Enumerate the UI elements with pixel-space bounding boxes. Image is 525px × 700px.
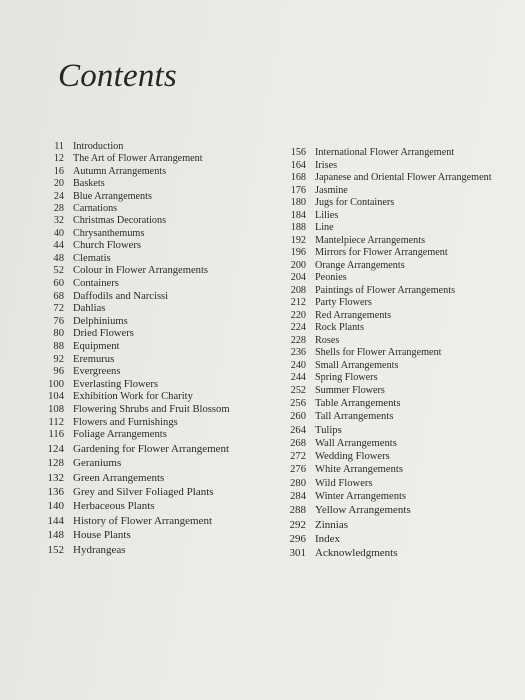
contents-entry <box>270 424 492 437</box>
page-number: 16 <box>53 165 64 177</box>
contents-entry <box>270 197 492 210</box>
entry-title: Orange Arrangements <box>315 259 405 271</box>
contents-entry <box>24 471 230 485</box>
page-number: 208 <box>290 284 306 296</box>
page-number: 92 <box>53 353 64 365</box>
page-number: 80 <box>53 328 64 340</box>
entry-title: International Flower Arrangement <box>315 147 455 158</box>
entry-title: Roses <box>315 334 340 346</box>
entry-title: Red Arrangements <box>315 309 392 321</box>
page-number: 132 <box>47 471 64 484</box>
page-number: 20 <box>53 178 64 190</box>
contents-entry <box>270 360 492 373</box>
contents-entry <box>270 235 492 248</box>
entry-title: White Arrangements <box>315 464 403 476</box>
contents-entry <box>270 532 492 546</box>
entry-title: Everlasting Flowers <box>73 378 159 390</box>
page-number: 128 <box>47 457 64 470</box>
page-number: 144 <box>47 514 64 527</box>
page-number: 176 <box>290 184 306 196</box>
page-number: 288 <box>289 504 306 517</box>
contents-entry <box>270 285 492 298</box>
entry-title: Small Arrangements <box>315 359 399 371</box>
page-number: 108 <box>48 403 64 415</box>
entry-title: House Plants <box>73 529 131 542</box>
page-number: 260 <box>290 411 306 423</box>
contents-entry <box>24 499 230 513</box>
entry-title: Baskets <box>73 178 105 190</box>
contents-entry <box>24 278 230 291</box>
page-number: 264 <box>290 424 306 436</box>
entry-title: Flowers and Furnishings <box>73 416 178 428</box>
entry-title: Wedding Flowers <box>315 451 390 463</box>
page-number: 44 <box>53 240 64 252</box>
entry-title: Winter Arrangements <box>315 491 407 503</box>
page-number: 196 <box>290 247 306 258</box>
page-number: 236 <box>290 347 306 358</box>
contents-entry <box>270 310 492 323</box>
entry-title: Spring Flowers <box>315 372 378 383</box>
entry-title: Wall Arrangements <box>315 437 397 449</box>
page-number: 252 <box>290 384 306 396</box>
page-number: 32 <box>53 215 64 227</box>
entry-title: Carnations <box>73 203 118 215</box>
contents-entry <box>24 429 230 442</box>
contents-entry <box>24 404 230 417</box>
contents-entry <box>270 185 492 198</box>
entry-title: Paintings of Flower Arrangements <box>315 284 456 296</box>
page-number: 164 <box>290 159 306 171</box>
page-number: 12 <box>53 153 64 165</box>
entry-title: Wild Flowers <box>315 477 373 489</box>
contents-entry <box>24 178 230 190</box>
contents-entry <box>24 442 230 456</box>
entry-title: Table Arrangements <box>315 398 401 409</box>
page-number: 112 <box>48 416 64 428</box>
page-number: 68 <box>53 290 64 302</box>
page-number: 40 <box>53 227 64 239</box>
contents-entry <box>24 485 230 499</box>
contents-entry <box>270 347 492 360</box>
page-number: 76 <box>53 315 64 327</box>
page-number: 200 <box>290 259 306 271</box>
page-number: 244 <box>290 372 306 383</box>
contents-entry <box>270 372 492 385</box>
page-number: 188 <box>290 222 306 233</box>
entry-title: Peonies <box>315 272 347 283</box>
entry-title: Jugs for Containers <box>315 197 395 208</box>
contents-entry <box>270 385 492 398</box>
page-number: 296 <box>289 532 306 545</box>
page-number: 284 <box>290 491 306 503</box>
page-number: 48 <box>53 252 64 264</box>
entry-title: Foliage Arrangements <box>73 429 167 441</box>
contents-column-left <box>24 141 230 557</box>
entry-title: Line <box>315 222 334 233</box>
contents-entry <box>24 203 230 215</box>
contents-entry <box>24 166 230 178</box>
page-number: 100 <box>48 378 64 390</box>
entry-title: The Art of Flower Arrangement <box>73 153 203 165</box>
page-number: 60 <box>53 278 64 290</box>
contents-entry <box>270 397 492 410</box>
contents-entry <box>270 503 492 517</box>
contents-entry <box>270 463 492 476</box>
contents-entry <box>24 528 230 542</box>
contents-entry <box>24 265 230 278</box>
contents-entry <box>270 322 492 335</box>
entry-title: Church Flowers <box>73 240 141 252</box>
page-number: 272 <box>290 451 306 463</box>
page-number: 301 <box>289 547 306 560</box>
entry-title: Clematis <box>73 252 111 264</box>
page-title: Contents <box>58 58 177 94</box>
entry-title: Hydrangeas <box>73 543 126 556</box>
page-number: 28 <box>53 203 64 215</box>
page-number: 204 <box>290 272 306 283</box>
page-number: 136 <box>47 485 64 498</box>
contents-entry <box>24 228 230 240</box>
contents-entry <box>24 341 230 354</box>
entry-title: Gardening for Flower Arrangement <box>73 442 230 455</box>
contents-entry <box>24 543 230 557</box>
contents-entry <box>24 391 230 404</box>
entry-title: Christmas Decorations <box>73 215 167 227</box>
contents-entry <box>24 366 230 379</box>
entry-title: Tall Arrangements <box>315 411 394 423</box>
entry-title: Evergreens <box>73 366 121 378</box>
contents-entry <box>24 191 230 203</box>
page-number: 220 <box>290 309 306 321</box>
entry-title: Tulips <box>315 424 342 436</box>
contents-entry <box>270 297 492 310</box>
entry-title: Green Arrangements <box>73 471 165 484</box>
contents-entry <box>24 215 230 227</box>
entry-title: Japanese and Oriental Flower Arrangement <box>315 172 492 183</box>
contents-entry <box>24 141 230 153</box>
contents-entry <box>270 490 492 503</box>
page-number: 280 <box>290 477 306 489</box>
entry-title: Irises <box>315 159 338 171</box>
page-number: 212 <box>290 297 306 308</box>
contents-entry <box>270 247 492 260</box>
entry-title: Geraniums <box>73 457 122 470</box>
entry-title: Dahlias <box>73 303 106 315</box>
entry-title: History of Flower Arrangement <box>73 514 212 527</box>
page-number: 256 <box>290 398 306 409</box>
page-number: 184 <box>290 209 306 221</box>
page-number: 140 <box>47 500 64 513</box>
entry-title: Eremurus <box>73 353 115 365</box>
contents-entry <box>24 456 230 470</box>
entry-title: Delphiniums <box>73 315 128 327</box>
contents-entry <box>270 147 492 160</box>
entry-title: Rock Plants <box>315 322 364 333</box>
entry-title: Autumn Arrangements <box>73 165 167 177</box>
page-number: 276 <box>290 464 306 476</box>
contents-entry <box>270 450 492 463</box>
contents-entry <box>270 272 492 285</box>
page-number: 152 <box>47 543 64 556</box>
page-number: 72 <box>53 303 64 315</box>
page-number: 192 <box>290 234 306 246</box>
entry-title: Party Flowers <box>315 297 372 308</box>
entry-title: Yellow Arrangements <box>315 504 411 517</box>
entry-title: Colour in Flower Arrangements <box>73 265 209 277</box>
page-number: 124 <box>47 442 64 455</box>
page-number: 156 <box>290 147 306 158</box>
contents-entry <box>24 153 230 165</box>
entry-title: Chrysanthemums <box>73 227 145 239</box>
contents-entry <box>24 354 230 367</box>
page-number: 240 <box>290 359 306 371</box>
contents-entry <box>24 253 230 266</box>
entry-title: Mirrors for Flower Arrangement <box>315 247 448 258</box>
entry-title: Lilies <box>315 209 339 221</box>
entry-title: Daffodils and Narcissi <box>73 290 169 302</box>
contents-entry <box>24 514 230 528</box>
page-number: 268 <box>290 437 306 449</box>
contents-entry <box>270 260 492 273</box>
entry-title: Introduction <box>73 141 124 152</box>
contents-entry <box>270 210 492 223</box>
page-number: 96 <box>53 366 64 378</box>
entry-title: Herbaceous Plants <box>73 500 155 513</box>
entry-title: Dried Flowers <box>73 328 134 340</box>
entry-title: Flowering Shrubs and Fruit Blossom <box>73 403 230 415</box>
page-number: 148 <box>47 529 64 542</box>
page-number: 52 <box>53 265 64 277</box>
contents-entry <box>270 160 492 173</box>
page-number: 104 <box>48 391 64 403</box>
contents-entry <box>270 546 492 560</box>
contents-entry <box>270 222 492 235</box>
page-number: 180 <box>290 197 306 208</box>
page-number: 168 <box>290 172 306 183</box>
entry-title: Blue Arrangements <box>73 190 152 202</box>
contents-entry <box>270 335 492 348</box>
contents-entry <box>24 316 230 329</box>
contents-column-right <box>270 147 492 561</box>
entry-title: Index <box>315 532 341 545</box>
entry-title: Exhibition Work for Charity <box>73 391 193 403</box>
entry-title: Grey and Silver Foliaged Plants <box>73 485 214 498</box>
entry-title: Acknowledgments <box>315 547 398 560</box>
entry-title: Summer Flowers <box>315 384 385 396</box>
contents-entry <box>24 417 230 430</box>
page-number: 292 <box>289 518 306 531</box>
page-number: 224 <box>290 322 306 333</box>
page-number: 24 <box>53 190 64 202</box>
page-number: 88 <box>53 341 64 352</box>
entry-title: Equipment <box>73 341 120 352</box>
contents-entry <box>24 240 230 253</box>
contents-entry <box>270 477 492 490</box>
entry-title: Mantelpiece Arrangements <box>315 234 426 246</box>
contents-entry <box>24 379 230 392</box>
entry-title: Zinnias <box>315 518 348 531</box>
contents-entry <box>24 328 230 341</box>
contents-entry <box>24 303 230 316</box>
contents-entry <box>270 410 492 423</box>
entry-title: Shells for Flower Arrangement <box>315 347 442 358</box>
page-number: 116 <box>48 429 64 441</box>
entry-title: Containers <box>73 278 119 290</box>
page-number: 11 <box>54 141 64 152</box>
contents-entry <box>270 172 492 185</box>
entry-title: Jasmine <box>315 184 348 196</box>
contents-entry <box>270 437 492 450</box>
contents-entry <box>270 518 492 532</box>
contents-entry <box>24 291 230 304</box>
page-number: 228 <box>290 334 306 346</box>
